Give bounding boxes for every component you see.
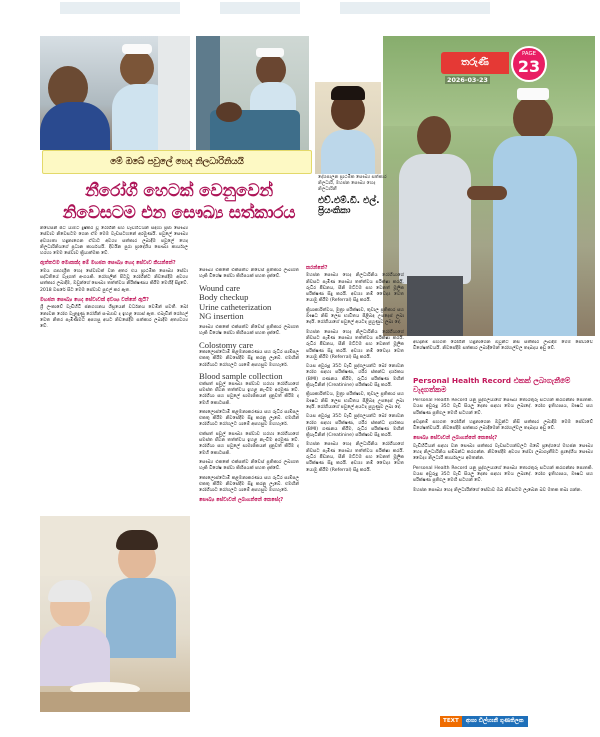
paragraph: මෙය ගෘහාශ්‍රිත හෙද සේවාවක් වන අතර එය ප්‍රාථමික සෞඛ්‍ය සේවා පද්ධතියේ වැදගත් අංගයකි. රෝහලින් පිටවූ රෝගීන්ට නිවසේදීම අවශ්‍ය සත්කාර ලබාදීම, ඔවුන්ගේ සෞඛ්‍ය තත්ත්වය නිරීක්ෂණය කිරීම මෙහිදී සිදුවේ. 2018 වසරේ සිට මෙම සේවාව පුළුල් කර ඇත. <box>40 268 188 293</box>
paragraph: මහජන සෞඛ්‍ය හෙද නිලධාරිනිය රෝගියාගේ නිවසට පැමිණ සෞඛ්‍ය තත්ත්වය පරීක්ෂා කරයි. රුධිර පීඩනය, සීනි මට්ටම සහ වෙනත් මූලික පරීක්ෂණ සිදු කරයි. අවශ්‍ය නම් වෛද්‍ය වෙත යොමු කිරීම (Referral) සිදු කරයි. <box>306 442 404 473</box>
paragraph: කොලොස්ටොමි කළමනාකරණය සහ රුධිර සාම්පල එකතු කිරීම නිවසේදීම සිදු කරනු ලැබේ. එමඟින් රෝගියාට රෝහලට යාමේ අපහසුව මඟහැරේ. <box>199 350 299 368</box>
paragraph: ක්‍රියාකාරිත්වය, මුත්‍රා පරීක්ෂාව, තුවාල ප්‍රතිකාර සහ ඖෂධ නිසි ලෙස භාවිතය පිළිබඳ උපදෙස් ලබා දෙයි. රෝගියාගේ පවුලේ අයටද පුහුණුව ලබා දේ. <box>306 307 404 326</box>
paragraph: සෞඛ්‍ය එකකේ එක්සත්ව නිවෙස් ප්‍රතිකාර ලබාගත හැකි විශේෂ සේවා කිහිපයක් පහත දැක්වේ. <box>199 459 299 472</box>
paragraph: එක්සත් පවුල් සෞඛ්‍ය සේවාව හරහා රෝගියාගේ සමස්ත ජීවන තත්ත්වය ඉහළ නැංවීම අරමුණ වේ. රෝගියා සහ පවුලේ සාමාජිකයන් දැනුවත් කිරීම ද මෙහි කොටසකි. <box>199 381 299 406</box>
body-column-4-continued <box>413 398 593 710</box>
paragraph: මහජන සෞඛ්‍ය හෙද නිලධාරිනිය රෝගියාගේ නිවසට පැමිණ සෞඛ්‍ය තත්ත්වය පරීක්ෂා කරයි. රුධිර පීඩනය, සීනි මට්ටම සහ වෙනත් මූලික පරීක්ෂණ සිදු කරයි. අවශ්‍ය නම් වෛද්‍ය වෙත යොමු කිරීම (Referral) සිදු කරයි. <box>306 329 404 360</box>
credit-label: TEXT <box>440 716 462 727</box>
section-name: තරුණී <box>441 52 509 74</box>
page-number-badge <box>511 46 547 82</box>
article-tagline: මේ ඔබේ පවුලේ හෙද නිලධාරිනියයි <box>42 150 312 174</box>
subheading: කරන්නේ? <box>306 265 328 271</box>
subheading: සෞඛ්‍ය සේවාවන් ලබාගන්නේ කෙසේද? <box>413 435 498 442</box>
paragraph: කොලොස්ටොමි කළමනාකරණය සහ රුධිර සාම්පල එකතු කිරීම නිවසේදීම සිදු කරනු ලැබේ. එමඟින් රෝගියාට රෝහලට යාමේ අපහසුව මඟහැරේ. <box>199 409 299 428</box>
author-credit <box>440 716 528 727</box>
byline-role: දේශපාලන ප්‍රාථමික සෞඛ්‍ය සත්කාර නිලධාරී, මහජන සෞඛ්‍ය හෙද නිලධාරිනී <box>318 175 387 193</box>
paragraph: එක්සත් පවුල් සෞඛ්‍ය සේවාව හරහා රෝගියාගේ සමස්ත ජීවන තත්ත්වය ඉහළ නැංවීම අරමුණ වේ. රෝගියා සහ පවුලේ සාමාජිකයන් දැනුවත් කිරීම ද මෙහි කොටසකි. <box>199 431 299 456</box>
photo-author-portrait <box>315 82 381 174</box>
phr-subheading: Personal Health Record එකක් ලබාගැනීමේ වැදගත්කම <box>413 376 571 394</box>
subheading: මහජන සෞඛ්‍ය හෙද සේවාවක් අවශ්‍ය වන්නේ ඇයි? <box>40 296 149 303</box>
subheading: ඇත්තටම මොකක්ද මේ මහජන සෞඛ්‍ය හෙද සේවාව කියන්නේ? <box>40 260 176 267</box>
byline <box>318 175 390 216</box>
paragraph: වයස අවුරුදු 35ට වැඩි පුද්ගලයන්ට බෝ නොවන රෝග සඳහා පරීක්ෂණ, ශරීර ස්කන්ධ දර්ශකය (BMI) ගණනය කිරීම, රුධිර පරීක්ෂණ මඟින් ක්‍රියැටිනින් (Creatinine) පරීක්ෂාව සිදු කරයි. <box>306 414 404 439</box>
photo-nurse-examining-patient <box>40 36 190 150</box>
paragraph: නිවෙසින් පිට යාමට දුෂ්කර වූ රෝගීන් සහ වැඩිහිටියන් සඳහා ප්‍රජා සෞඛ්‍ය සේවාව නිවෙසටම ගෙන ඒම මෙම වැඩසටහනේ අරමුණයි. පවුලේ සෞඛ්‍ය අවශ්‍යතා හඳුනාගෙන ඒවාට අවශ්‍ය සත්කාර ලබාදීම පවුලේ හෙද නිලධාරිනියගේ ප්‍රධාන කාර්යයයි. දිවයින පුරා ප්‍රාදේශීය සෞඛ්‍ය කාර්යාල හරහා මෙම සේවාව ක්‍රියාත්මක වේ. <box>40 226 188 257</box>
section-masthead <box>441 46 565 86</box>
header-strip <box>0 0 600 18</box>
byline-name: එච්.එම්.ඩී. එල්. ප්‍රියංකිකා <box>318 195 380 216</box>
paragraph: සෞඛ්‍ය එකකේ එක්සත්ව නිවෙස් ප්‍රතිකාර ලබාගත හැකි විශේෂ සේවා කිහිපයක් පහත දැක්වේ. <box>199 324 299 337</box>
care-item: Colostomy care <box>199 339 254 350</box>
paragraph: මහජන සෞඛ්‍ය හෙද නිලධාරිනිය රෝගියාගේ නිවසට පැමිණ සෞඛ්‍ය තත්ත්වය පරීක්ෂා කරයි. රුධිර පීඩනය, සීනි මට්ටම සහ වෙනත් මූලික පරීක්ෂණ සිදු කරයි. අවශ්‍ය නම් වෛද්‍ය වෙත යොමු කිරීම (Referral) සිදු කරයි. <box>306 273 404 304</box>
paragraph: අවදානම් සහගත රෝගීන් හඳුනාගෙන ඔවුන්ට නිසි සත්කාර ලබාදීම මෙම සේවාවේ විශේෂත්වයයි. නිවසේදීම සත්කාර ලබාදීමෙන් රෝහල්වල තදබදය අඩු වේ. <box>413 340 593 352</box>
body-column-3 <box>306 262 404 728</box>
care-item: Urine catheterization <box>199 301 272 312</box>
care-item: NG insertion <box>199 311 244 322</box>
care-item: Body checkup <box>199 292 249 303</box>
paragraph: වැඩිහිටියන් සඳහා වන සෞඛ්‍ය සත්කාර වැඩසටහන්වලට ඔබේ ප්‍රදේශයේ මහජන සෞඛ්‍ය හෙද නිලධාරිනිය සම්බන්ධ කරගන්න. නිවසේදීම අවශ්‍ය සේවා ලබාගැනීමට ප්‍රාදේශීය සෞඛ්‍ය වෛද්‍ය නිලධාරී කාර්යාලය අමතන්න. <box>413 443 593 462</box>
photo-patient-in-bed <box>196 36 309 150</box>
headline-line-2: නිවෙසටම එන සෞඛ්‍ය සත්කාරය <box>62 203 296 223</box>
paragraph: කොලොස්ටොමි කළමනාකරණය සහ රුධිර සාම්පල එකතු කිරීම නිවසේදීම සිදු කරනු ලැබේ. එමඟින් රෝගියාට රෝහලට යාමේ අපහසුව මඟහැරේ. <box>199 475 299 494</box>
article-headline <box>44 180 314 224</box>
credit-name: ආශා ඩිල්හානී ගුණතිලක <box>462 716 528 727</box>
paragraph: Personal Health Record යනු පුද්ගලයාගේ සෞඛ්‍ය තොරතුරු සටහන් කරගන්නා පොතකි. වයස අවුරුදු 35ට වැඩි සියලු දෙනා සඳහා මෙය ලබාදේ. රෝග ඉතිහාසය, ඖෂධ සහ පරීක්ෂණ ප්‍රතිඵල මෙහි සටහන් වේ. <box>413 398 593 416</box>
paragraph: ක්‍රියාකාරිත්වය, මුත්‍රා පරීක්ෂාව, තුවාල ප්‍රතිකාර සහ ඖෂධ නිසි ලෙස භාවිතය පිළිබඳ උපදෙස් ලබා දෙයි. රෝගියාගේ පවුලේ අයටද පුහුණුව ලබා දේ. <box>306 392 404 410</box>
subheading: සෞඛ්‍ය සේවාවන් ලබාගන්නේ කෙසේද? <box>199 497 284 504</box>
paragraph: ශ්‍රී ලංකාවේ වැඩිහිටි ජනගහනය ශීඝ්‍රයෙන් වර්ධනය වෙමින් පවතී. බෝ නොවන රෝග වැළඳුණු රෝගීන් සංඛ්‍යාව ද ඉහළ ගොස් ඇත. එබැවින් රෝහල් වෙත නිතර පැමිණීමට අපහසු අයට නිවසේදීම සත්කාර ලබාදීම අත්‍යවශ්‍ය වේ. <box>40 305 188 330</box>
paragraph: අවදානම් සහගත රෝගීන් හඳුනාගෙන ඔවුන්ට නිසි සත්කාර ලබාදීම මෙම සේවාවේ විශේෂත්වයයි. නිවසේදීම සත්කාර ලබාදීමෙන් රෝහල්වල තදබදය අඩු වේ. <box>413 419 593 432</box>
page-label: PAGE <box>521 51 537 57</box>
paragraph: මහජන සෞඛ්‍ය හෙද නිලධාරීන්ගේ සේවාව ඔබ නිවසටම ලැබෙන බව මතක තබා ගන්න. <box>413 487 582 493</box>
paragraph: Personal Health Record යනු පුද්ගලයාගේ සෞඛ්‍ය තොරතුරු සටහන් කරගන්නා පොතකි. වයස අවුරුදු 35ට වැඩි සියලු දෙනා සඳහා මෙය ලබාදේ. රෝග ඉතිහාසය, ඖෂධ සහ පරීක්ෂණ ප්‍රතිඵල මෙහි සටහන් වේ. <box>413 465 593 484</box>
issue-date: 2026-03-23 <box>447 76 488 84</box>
photo-nurse-with-elderly-woman <box>40 516 190 712</box>
body-column-1 <box>40 226 188 512</box>
page-number: 23 <box>517 57 541 76</box>
care-item: Wound care <box>199 282 241 293</box>
body-column-4 <box>413 340 593 376</box>
paragraph: සෞඛ්‍ය එකකේ එක්සත්ව නිවෙස් ප්‍රතිකාර ලබාගත හැකි විශේෂ සේවා කිහිපයක් පහත දැක්වේ. <box>199 268 299 280</box>
body-column-2 <box>199 268 299 728</box>
headline-line-1: නීරෝගී හෙටක් වෙනුවෙන් <box>85 181 273 201</box>
paragraph: වයස අවුරුදු 35ට වැඩි පුද්ගලයන්ට බෝ නොවන රෝග සඳහා පරීක්ෂණ, ශරීර ස්කන්ධ දර්ශකය (BMI) ගණනය කිරීම, රුධිර පරීක්ෂණ මඟින් ක්‍රියැටිනින් (Creatinine) පරීක්ෂාව සිදු කරයි. <box>306 364 404 389</box>
care-item: Blood sample collection <box>199 371 283 382</box>
